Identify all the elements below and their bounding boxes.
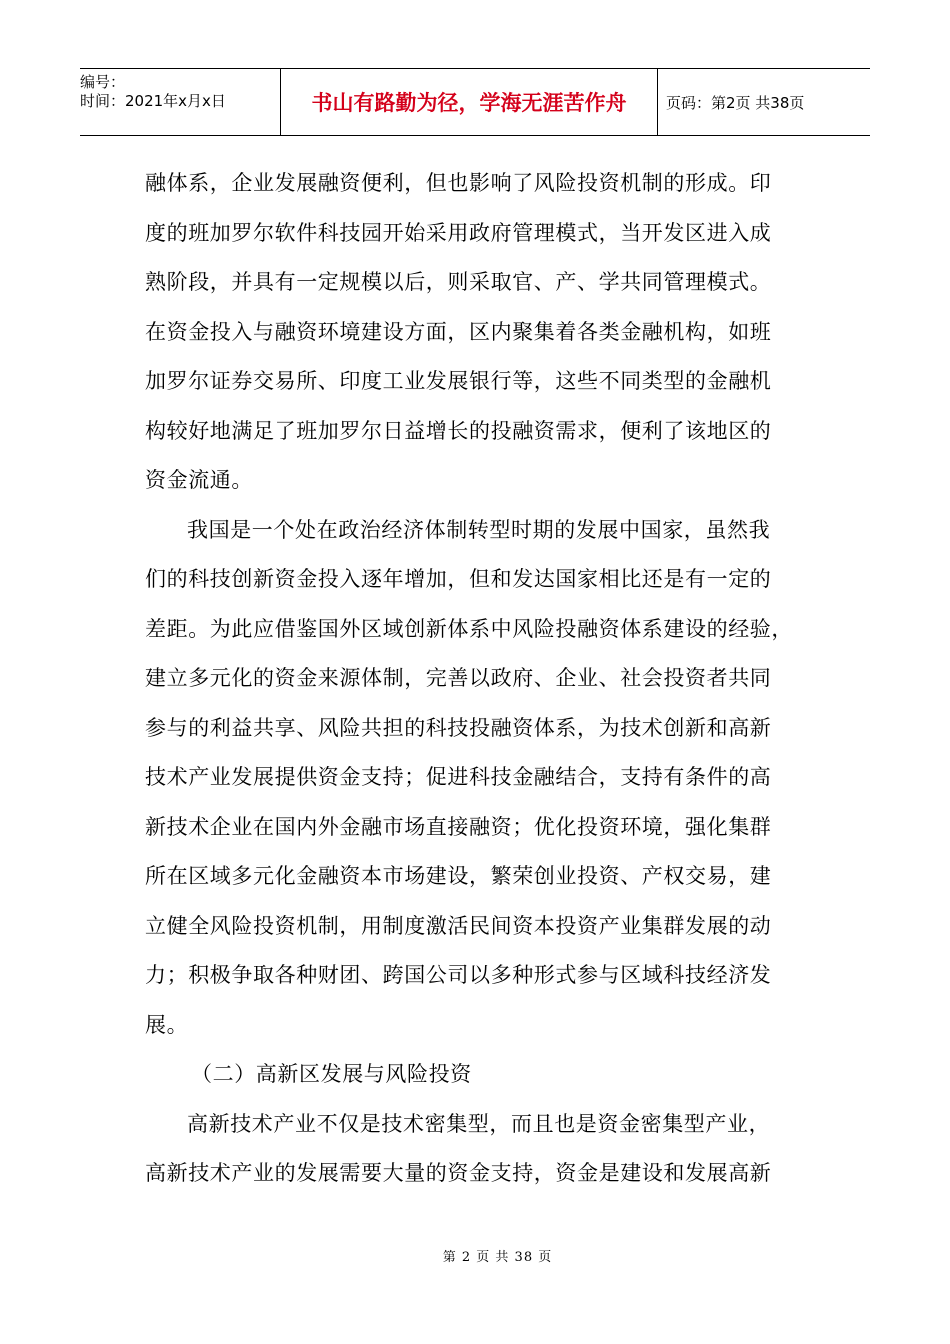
body-line: 们的科技创新资金投入逐年增加，但和发达国家相比还是有一定的 [145,567,772,591]
body-line: 在资金投入与融资环境建设方面，区内聚集着各类金融机构，如班 [145,319,772,344]
body-line: 差距。为此应借鉴国外区域创新体系中风险投融资体系建设的经验， [145,616,793,641]
number-label: 编号： [80,73,126,91]
body-line: 熟阶段，并具有一定规模以后，则采取官、产、学共同管理模式。 [145,270,772,294]
body-line: 加罗尔证券交易所、印度工业发展银行等，这些不同类型的金融机 [145,369,772,393]
body-line: 度的班加罗尔软件科技园开始采用政府管理模式，当开发区进入成 [145,220,772,245]
header-page-info: 页码：第2页 共38页 [666,93,805,112]
body-line: 展。 [145,1012,189,1037]
date-label: 时间：2021年x月x日 [80,92,226,110]
body-line: 高新技术产业的发展需要大量的资金支持，资金是建设和发展高新 [145,1161,772,1185]
document-body [145,159,810,1199]
body-line: 融体系，企业发展融资便利，但也影响了风险投资机制的形成。印 [145,171,772,195]
body-line: 技术产业发展提供资金支持；促进科技金融结合，支持有条件的高 [145,765,772,789]
section-heading: （二）高新区发展与风险投资 [191,1062,472,1086]
body-line: 力；积极争取各种财团、跨国公司以多种形式参与区域科技经济发 [145,963,772,987]
body-line: 新技术企业在国内外金融市场直接融资；优化投资环境，强化集群 [145,814,772,839]
header-motto: 书山有路勤为径，学海无涯苦作舟 [281,69,658,135]
page-footer: 第 2 页 共 38 页 [442,1250,553,1265]
page-header [80,68,870,136]
body-line: 我国是一个处在政治经济体制转型时期的发展中国家，虽然我 [187,517,771,542]
body-line: 所在区域多元化金融资本市场建设，繁荣创业投资、产权交易，建 [145,864,772,888]
body-line: 立健全风险投资机制，用制度激活民间资本投资产业集群发展的动 [145,913,772,938]
body-line: 建立多元化的资金来源体制，完善以政府、企业、社会投资者共同 [145,666,772,690]
header-meta [80,69,281,135]
body-line: 高新技术产业不仅是技术密集型，而且也是资金密集型产业， [187,1111,771,1136]
body-line: 资金流通。 [145,468,253,492]
body-line: 构较好地满足了班加罗尔日益增长的投融资需求，便利了该地区的 [145,418,772,443]
body-line: 参与的利益共享、风险共担的科技投融资体系，为技术创新和高新 [145,715,772,740]
